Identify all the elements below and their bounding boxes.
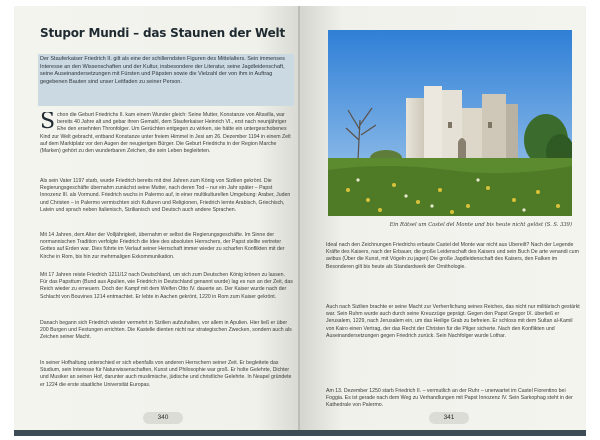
drop-cap: S: [40, 112, 56, 134]
paragraph-5: Danach begann sich Friedrich wieder vermehrt in Sizilien aufzuhalten, vor allem in Apulien. Hier ließ er über 200 Burgen und Festungen errichten. Die Kastelle dienten nicht nur strategischen Zwecken, sondern auch als Zeichen seiner Macht.: [40, 320, 292, 341]
paragraph-r2: Auch nach Sizilien brachte er seine Macht zur Verherrlichung seines Reiches, das nicht nur militärisch gestärkt war. Sein Ruhm wurde auch durch seine Kreuzzüge geprägt. Gegen den Papst Gregor IX. überließ er Jerusalem, 1229, nach Jerusalem ein, um das Heilige Grab zu befreien. Er schloss mit dem Sultan al-Kamil von Kairo einen Vertrag, der das Recht der Christen für die Pilger sicherte. Nach den Konflikten und Auseinandersetzungen gegen Friedrich zurück. Sein Nachfolger wurde Lothar.: [326, 304, 580, 339]
page-number-right: 341: [429, 412, 469, 424]
castle-photo: [328, 30, 572, 216]
paragraph-4: Mit 17 Jahren reiste Friedrich 1211/12 nach Deutschland, um sich zum Deutschen König krönen zu lassen. Für das Papsttum (Bund aus Apulien, wie Friedrich in Deutschland genannt wurde) lag es nun an der Zeit, das Reich wieder zu erneuern. Doch der Kampf mit dem Welfen Otto IV. dauerte an. Der Kaiser wurde nach der Schlacht von Bouvines 1214 entmachtet. Er lebte in Aachen gekrönt, 1220 in Rom zum Kaiser gekrönt.: [40, 272, 293, 300]
paragraph-3: Mit 14 Jahren, dem Alter der Volljährigkeit, übernahm er selbst die Regierungsgeschäfte. Im Sinne der normannischen Tradition verfolgte Friedrich die Idee des absoluten Herrschers, der Papst stellte vertreter Gottes auf Erden war. Dies führte im Verlauf seiner Herrschaft immer wieder zu scharfen Konflikten mit der Kirche in Rom, bis hin zur mehrmaligen Exkommunikation.: [40, 232, 285, 260]
page-title: Stupor Mundi – das Staunen der Welt: [40, 26, 285, 40]
castel-del-monte-image: [328, 30, 572, 216]
left-page: [14, 6, 300, 430]
paragraph-r1: Ideal nach den Zeichnungen Friedrichs erbaute Castel del Monte war nicht aus Übereilt? Nach der Legende Kräfte des Kaisers, nach der Erbauer, die große Leidenschaft des Kaisers und sein Buch De arte venandi cum avibus (Über die Kunst, mit Vögeln zu jagen) Die große Jagdleidenschaft des Kaisers, den Falken im Besonderen gilt bis heute als Standardwerk der Ornithologie.: [326, 242, 579, 270]
paragraph-2: Als sein Vater 1197 starb, wurde Friedrich bereits mit drei Jahren zum König von Sizilien gekrönt. Die Regierungsgeschäfte übernahm zunächst seine Mutter, nach deren Tod – nur ein Jahr später – Papst Innozenz III. als Vormund. Friedrich wuchs in Palermo auf, in einer multikulturellen Umgebung: Araber, Juden und Christen – in Palermo vermischten sich Kulturen und Religionen, Friedrich lernte Arabisch, Griechisch, Latein und sprach neben Italienisch, Sizilianisch und Deutsch auch andere Sprachen.: [40, 178, 291, 213]
intro-text: Der Stauferkaiser Friedrich II. gilt als eine der schillerndsten Figuren des Mittelalters. Sein immenses Interesse an den Wissenschaften und der Kultur, insbesondere der Literatur, seine Jagdleidenschaft, seine Auseinandersetzungen mit Fürsten und Päpsten sowie die Vielzahl der von ihm in Auftrag gegebenen Bauten sind unser Leitfaden zu seiner Person.: [40, 56, 285, 85]
paragraph-1-text: chon die Geburt Friedrichs II. kam einem Wunder gleich: Seine Mutter, Konstanze von Altavilla, war bereits 40 Jahre alt und gebar ihren Gemahl, dem Stauferkaiser Heinrich VI., erst nach neunjähriger Ehe den ersehnten Thronfolger. Um Gerüchten entgegen zu wirken, sie hätte ein untergeschobenes Kind zur Welt gebracht, entband Konstanze unter freiem Himmel in Jesi am 26. Dezember 1194 in einem Zelt auf dem Marktplatz vor den Augen der neugierigen Bürger. Die Geburt Friedrichs in der Region Marche (Marken) gehört zu den wunderbaren Zeichen, die sein Leben begleiteten.: [40, 112, 291, 155]
right-page: [300, 6, 586, 430]
cover-edge-left: [14, 430, 300, 436]
paragraph-6: In seiner Hofhaltung unterschied er sich ebenfalls von anderen Herrschern seiner Zeit. Er begleitete das Studium, sein Interesse für Naturwissenschaften, Kunst und Philosophie war groß. Er holte Gelehrte, Dichter und Musiker an seinen Hof, darunter auch muslimische, jüdische und christliche Gelehrte. In Neapel gründete er 1224 die erste staatliche Universität Europas.: [40, 360, 292, 388]
cover-edge-right: [300, 430, 586, 436]
page-number-left: 340: [143, 412, 183, 424]
photo-caption: Ein Rätsel um Castel del Monte und bis heute nicht gelöst (S. S. 339): [389, 222, 572, 228]
open-book: [14, 6, 586, 436]
paragraph-1: [40, 112, 294, 174]
paragraph-r3: Am 13. Dezember 1250 starb Friedrich II. – vermutlich an der Ruhr – unerwartet im Castel Fiorentino bei Foggia. Es ist gerade nach dem Weg zu Verhandlungen mit Papst Innozenz IV. Sein Sarkophag steht in der Kathedrale von Palermo.: [326, 388, 573, 409]
